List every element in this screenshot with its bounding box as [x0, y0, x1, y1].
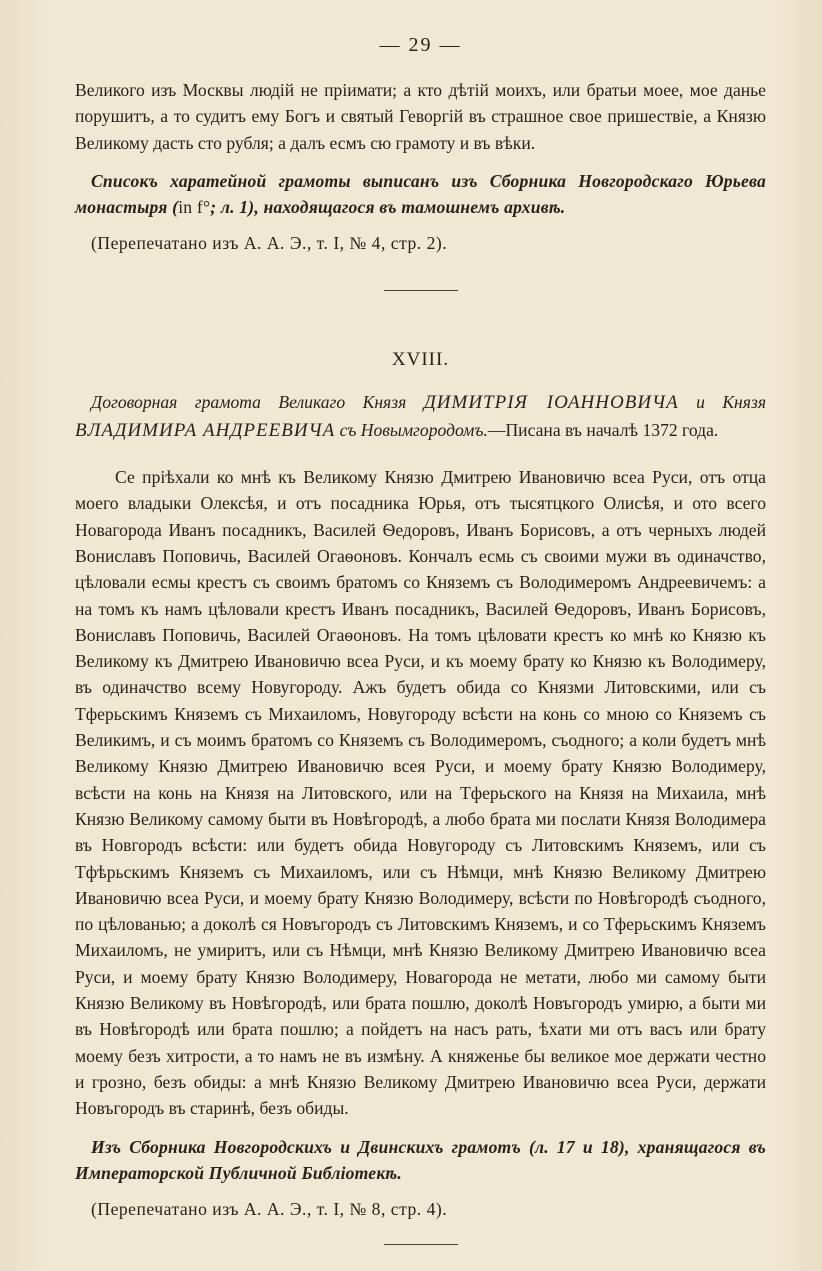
document-heading	[75, 389, 766, 444]
reprint-note-1: (Перепечатано изъ А. А. Э., т. I, № 4, стр. 2).	[91, 233, 448, 254]
reprint-note-2: (Перепечатано изъ А. А. Э., т. I, № 8, стр. 4).	[91, 1199, 448, 1220]
heading-name1: ДИМИТРІЯ ІОАННОВИЧА	[423, 392, 679, 414]
end-divider	[384, 1244, 458, 1245]
section-divider	[384, 290, 458, 291]
heading-part3: съ Новымгородомъ.	[335, 419, 488, 440]
heading-part2: и Князя	[678, 392, 766, 413]
source-note-1-rest: ; л. 1), находящагося въ тамошнемъ архивѣ.	[210, 197, 566, 218]
main-text: Се пріѣхали ко мнѣ къ Великому Князю Дмитрею Ивановичю всеа Руси, отъ отца моего владыки Олексѣя, и отъ посадника Юрья, отъ тысятцкого Олисѣя, и ото всего Новагорода Иванъ посадникъ, Василей Ѳедоровъ, Иванъ Борисовъ, а отъ черныхъ людей Вониславъ Поповичь, Василей Огаѳоновъ. Кончалъ есмь съ своими мужи въ одиначство, цѣловали есмы крестъ съ своимъ братомъ со Княземъ съ Володимеромъ Андреевичемъ: а на томъ къ намъ цѣловали крестъ Иванъ посадникъ, Василей Ѳедоровъ, Иванъ Борисовъ, Вониславъ Поповичь, Василей Огаѳоновъ. На томъ цѣловати крестъ ко мнѣ ко Князю къ Великому къ Дмитрею Ивановичю всеа Руси, и къ моему брату ко Князю къ Володимеру, въ одиначство всему Новугороду. Ажъ будетъ обида со Князми Литовскими, или съ Тферьскимъ Княземъ съ Михаиломъ, Новугороду всѣсти на конь со мною со Княземъ съ Великимъ, и съ моимъ братомъ со Княземъ съ Володимеромъ, съодного; а коли будетъ мнѣ Великому Князю Дмитрею Ивановичю всея Руси, и моему брату Князю Володимеру, всѣсти на конь на Князя на Литовского, или на Тферьского на Князя на Михаила, мнѣ Князю Великому самому быти въ Новѣгородѣ, а любо брата ми послати Князя Володимера въ Новгородъ всѣсти: или будетъ обида Новугороду съ Литовскимъ Княземъ, или съ Тфѣрьскимъ Княземъ съ Михаиломъ, или съ Нѣмци, мнѣ Князю Великому Дмитрею Ивановичю всеа Руси, и моему брату Князю Володимеру, всѣсти по Новѣгородѣ съодного, по цѣлованью; а доколѣ ся Новъгородъ съ Литовскимъ Княземъ, и со Тферьскимъ Княземъ Михаиломъ, не умиритъ, или съ Нѣмци, мнѣ Князю Великому Дмитрею Ивановичю всеа Руси, и моему брату Князю Володимеру, Новагорода не метати, любо ми самому быти Князю Великому въ Новѣгородѣ, или брата пошлю, доколѣ Новъгородъ умирю, а быти ми въ Новѣгородѣ или брата пошлю; а пойдетъ на насъ рать, ѣхати ми отъ васъ или брату моему безъ хитрости, а то намъ не въ измѣну. А княженье бы великое мое держати честно и грозно, безъ обиды: а мнѣ Князю Великому Дмитрею Ивановичю всеа Руси, держати Новъгородъ въ старинѣ, безъ обиды.	[75, 467, 766, 1119]
source-note-2	[75, 1134, 766, 1187]
source-note-1	[75, 168, 766, 221]
source-note-1-folio: in f°	[178, 197, 211, 218]
heading-name2: ВЛАДИМИРА АНДРЕЕВИЧА	[75, 419, 336, 441]
top-paragraph: Великого изъ Москвы людій не пріимати; а кто дѣтій моихъ, или братьи моее, мое данье порушитъ, а то судитъ ему Богъ и святый Геворгій въ страшное свое пришествіе, а Князю Великому дасть сто рубля; а далъ есмъ сю грамоту и въ вѣки.	[75, 80, 766, 153]
source-note-1-text: Списокъ харатейной грамоты выписанъ изъ Сборника Новгородскаго Юрьева монастыря (	[75, 170, 766, 218]
source-note-2-text: Изъ Сборника Новгородскихъ и Двинскихъ грамотъ (л. 17 и 18), хранящагося въ Императорской Публичной Библіотекѣ.	[75, 1136, 766, 1183]
heading-part1: Договорная грамота Великаго Князя	[91, 392, 424, 413]
page-number: — 29 —	[379, 34, 462, 56]
heading-tail: —Писана въ началѣ 1372 года.	[487, 419, 719, 440]
section-number: XVIII.	[391, 349, 450, 371]
